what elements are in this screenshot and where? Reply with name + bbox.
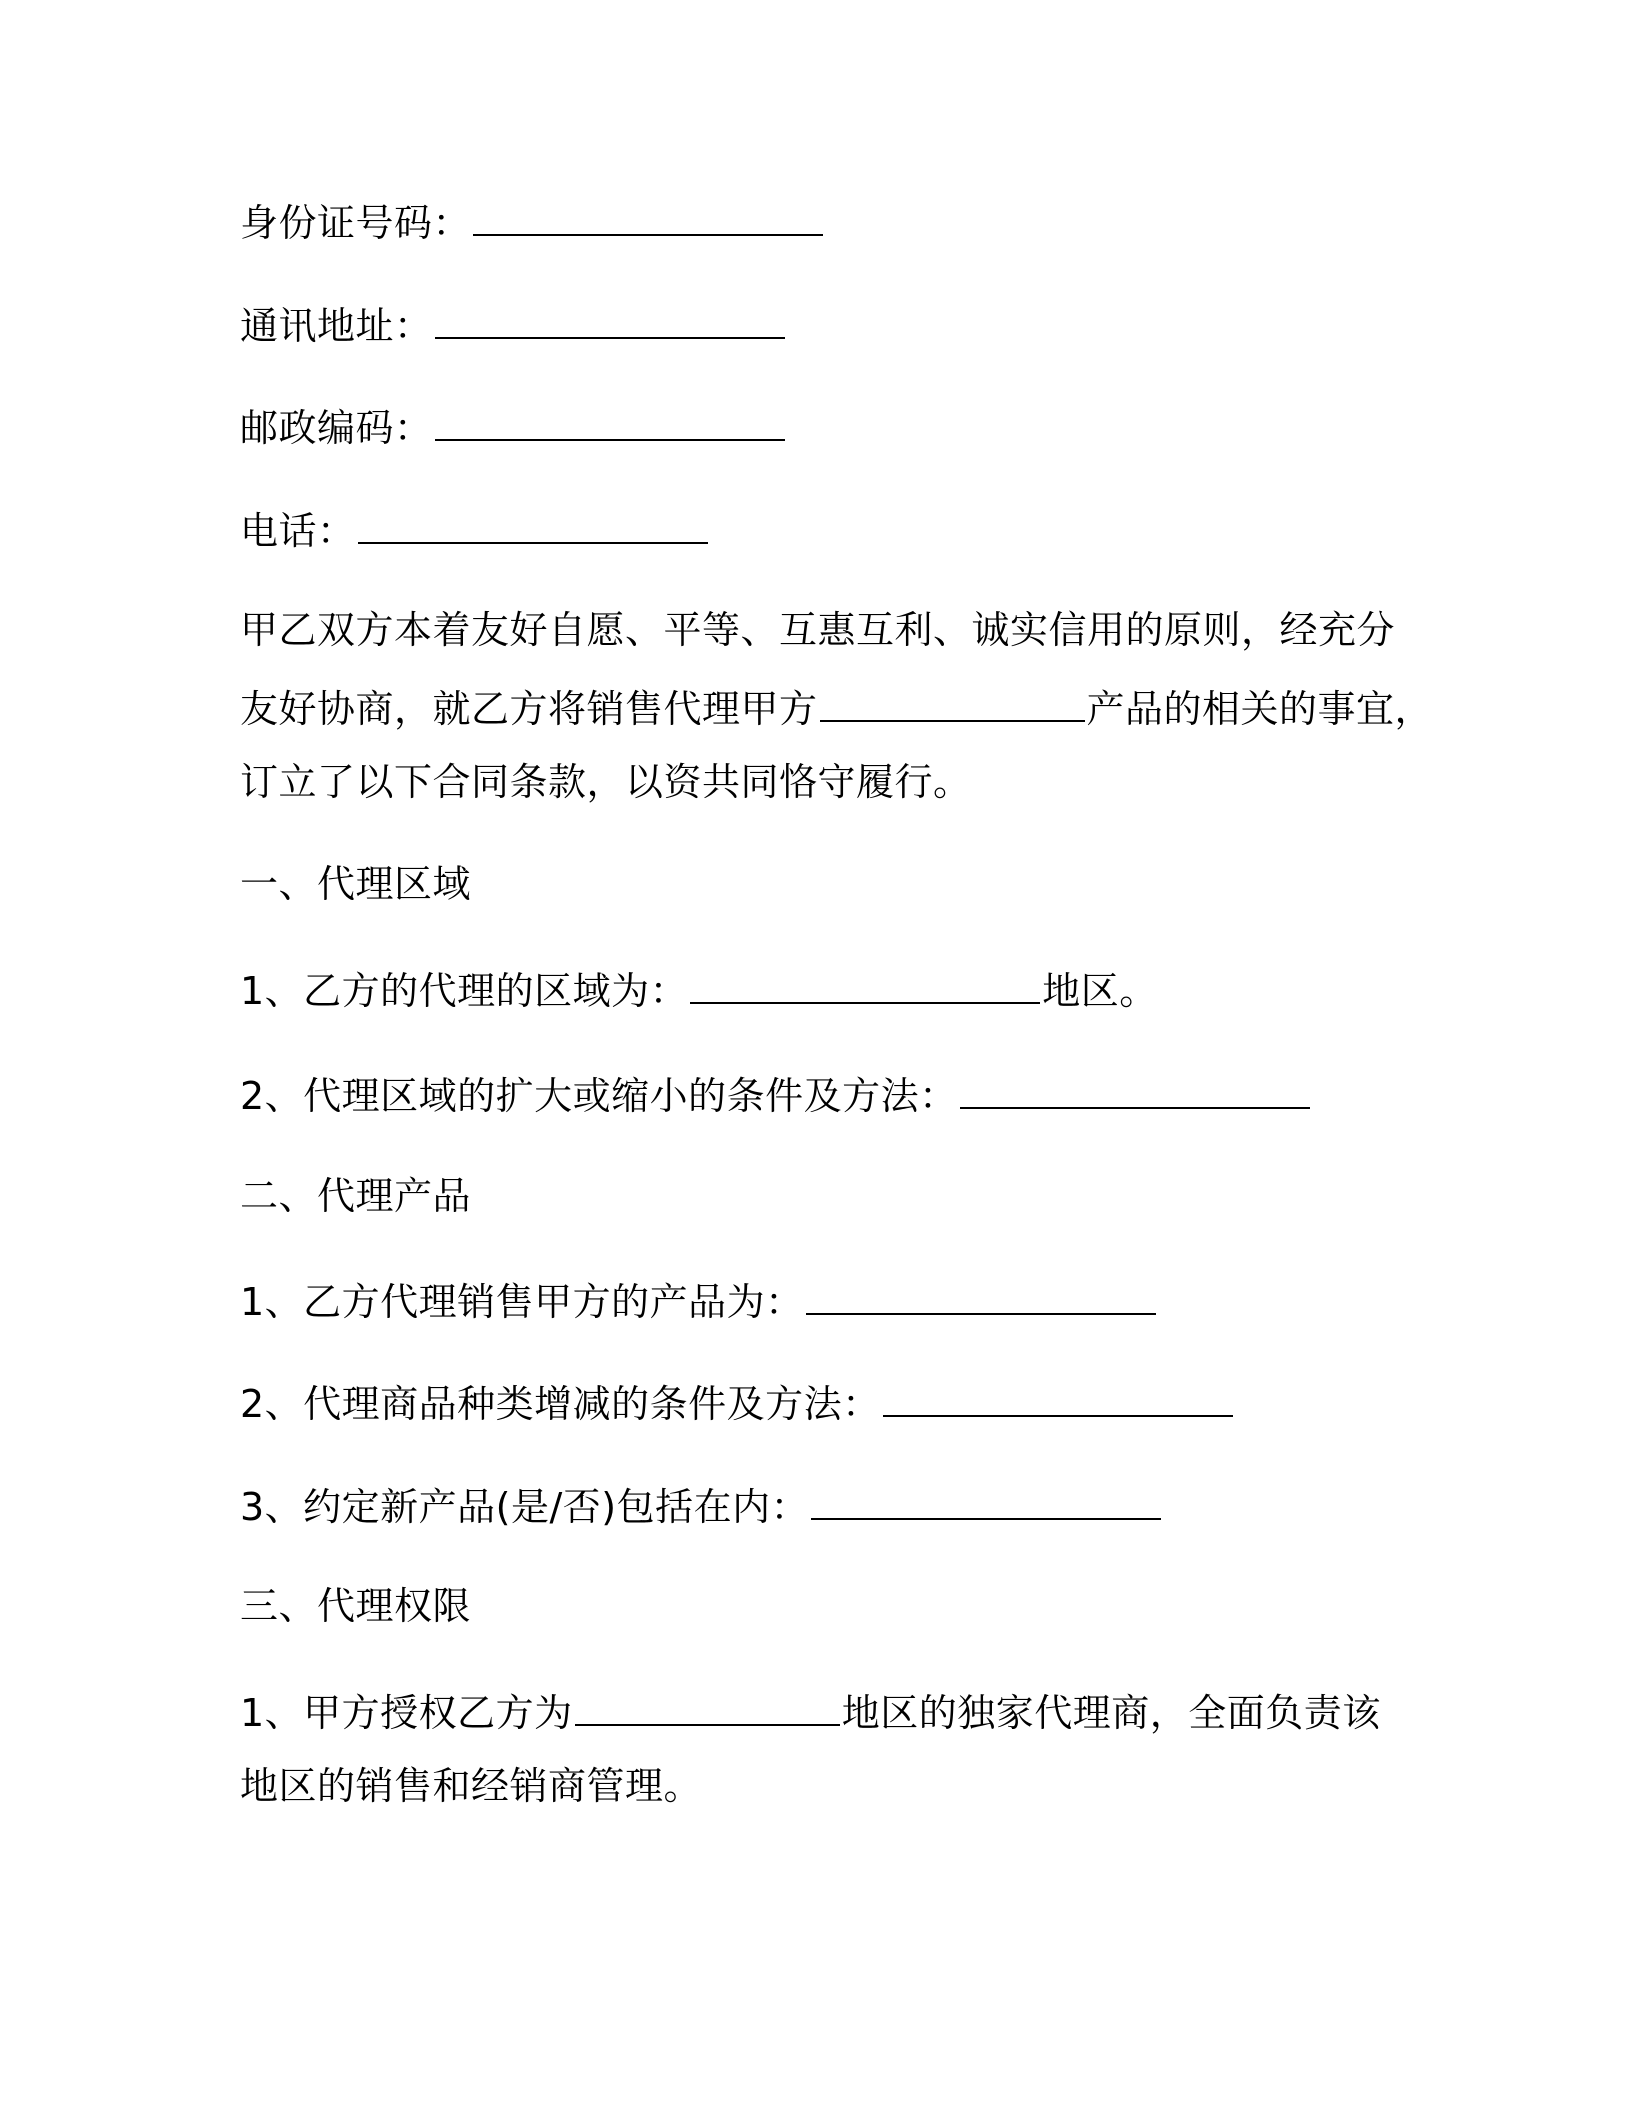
section-1-item-2 [240,1069,1312,1120]
new-product-blank [811,1480,1161,1520]
id-number-blank [473,196,823,236]
postal-code-blank [435,401,785,441]
section-3-item-1-line-2: 地区的销售和经销商管理。 [240,1764,703,1808]
id-number-label: 身份证号码： [240,201,472,245]
exclusive-region-blank [575,1686,840,1726]
section-3-item-1 [240,1686,1381,1737]
section-3-heading: 三、代理权限 [240,1584,472,1628]
id-number-field [240,196,825,247]
intro-line-2-after: 产品的相关的事宜， [1086,687,1434,731]
postal-code-label: 邮政编码： [240,406,433,450]
region-change-blank [960,1069,1310,1109]
section-2-item-3 [240,1480,1163,1531]
address-field [240,299,787,350]
product-blank [820,682,1085,722]
phone-label: 电话： [240,509,356,553]
section-2-item-1-label: 1、乙方代理销售甲方的产品为： [240,1280,804,1324]
section-2-item-2-label: 2、代理商品种类增减的条件及方法： [240,1382,881,1426]
section-1-item-1-after: 地区。 [1042,969,1158,1013]
postal-code-field [240,401,787,452]
section-3-item-1-before: 1、甲方授权乙方为 [240,1691,573,1735]
intro-line-3: 订立了以下合同条款，以资共同恪守履行。 [240,760,972,804]
phone-field [240,504,710,555]
product-list-blank [806,1275,1156,1315]
intro-line-2-before: 友好协商，就乙方将销售代理甲方 [240,687,818,731]
intro-line-1: 甲乙双方本着友好自愿、平等、互惠互利、诚实信用的原则，经充分 [240,608,1396,652]
address-blank [435,299,785,339]
region-blank [690,964,1040,1004]
section-1-item-1 [240,964,1158,1015]
section-3-item-1-after: 地区的独家代理商，全面负责该 [841,1691,1381,1735]
product-change-blank [883,1377,1233,1417]
section-2-item-2 [240,1377,1235,1428]
section-2-item-3-label: 3、约定新产品(是/否)包括在内： [240,1485,810,1529]
address-label: 通讯地址： [240,304,433,348]
section-2-item-1 [240,1275,1158,1326]
section-1-heading: 一、代理区域 [240,862,472,906]
section-2-heading: 二、代理产品 [240,1174,472,1218]
phone-blank [358,504,708,544]
section-1-item-1-before: 1、乙方的代理的区域为： [240,969,689,1013]
section-1-item-2-label: 2、代理区域的扩大或缩小的条件及方法： [240,1074,958,1118]
intro-line-2 [240,682,1433,733]
